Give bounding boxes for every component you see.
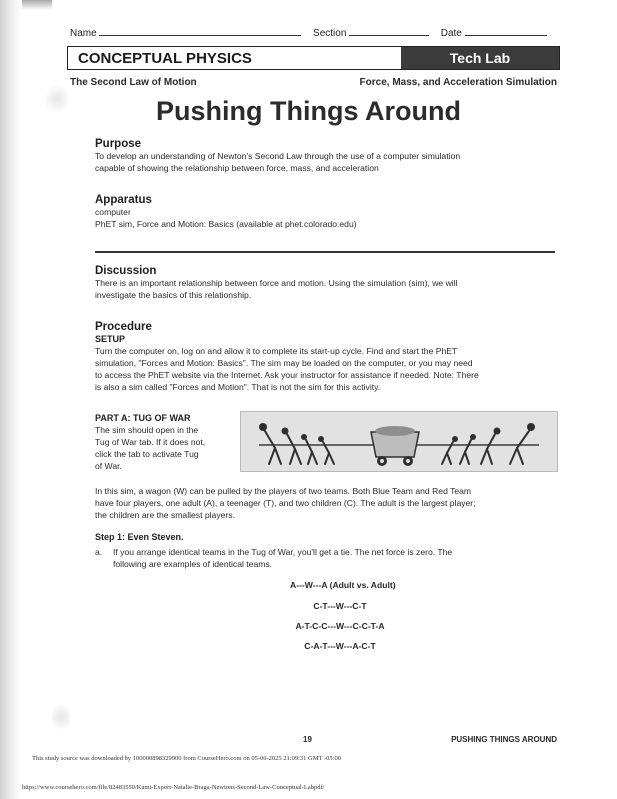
step-1 <box>95 531 555 543</box>
example-team: A---W---A (Adult vs. Adult) <box>290 580 396 590</box>
purpose-text-line: To develop an understanding of Newton's Second Law through the use of a computer simulation <box>95 151 461 161</box>
setup-text-line: to access the PhET website via the Internet. Ask your instructor for assistance if needed. Note: There <box>95 370 479 380</box>
source-notice: This study source was downloaded by 100000898329900 from CourseHero.com on 05-06-2025 21:09:31 GMT -05:00 <box>32 755 341 762</box>
sim-text-line: have four players, one adult (A), a teenager (T), and two children (C). The adult is the largest player; <box>95 498 476 508</box>
wagon <box>371 426 419 466</box>
left-team-players <box>259 423 334 464</box>
example-team: C-A-T---W---A-C-T <box>304 641 376 651</box>
discussion-text-line: There is an important relationship between force and motion. Using the simulation (sim), we will <box>95 278 458 288</box>
page-number: 19 <box>303 735 312 744</box>
apparatus-section <box>95 194 555 230</box>
tug-of-war-figure <box>241 412 557 471</box>
step-a-text-line: following are examples of identical teams. <box>113 559 273 569</box>
sim-text-line: the children are the smallest players. <box>95 510 235 520</box>
activity-title: Force, Mass, and Acceleration Simulation <box>359 77 557 88</box>
step-a-text <box>113 546 553 570</box>
student-info-fields <box>70 26 560 39</box>
setup-text-line: is also a sim called "Forces and Motion". That is not the sim for this activity. <box>95 382 381 392</box>
tug-of-war-illustration <box>240 411 558 472</box>
part-a-text-line: click the tab to activate Tug <box>95 449 199 459</box>
setup-text-line: simulation, "Forces and Motion: Basics". The sim may be loaded on the computer, or you may need <box>95 358 473 368</box>
header-bar <box>67 46 560 70</box>
setup-text-line: Turn the computer on, log on and allow it to complete its start-up cycle. Find and start the PhET <box>95 346 458 356</box>
scan-corner-shadow <box>22 0 52 10</box>
purpose-heading: Purpose <box>95 138 142 150</box>
part-a-text-line: Tug of War tab. If it does not, <box>95 437 206 447</box>
procedure-heading: Procedure <box>95 321 152 333</box>
section-label: Section <box>313 28 347 39</box>
page-title: Pushing Things Around <box>156 96 461 126</box>
procedure-section <box>95 321 555 393</box>
name-label: Name <box>70 28 97 39</box>
setup-heading: SETUP <box>95 334 126 344</box>
section-field[interactable] <box>349 26 429 36</box>
apparatus-item: computer <box>95 207 131 217</box>
purpose-section <box>95 138 555 174</box>
discussion-text-line: investigate the basics of this relationship. <box>95 290 252 300</box>
discussion-section <box>95 265 555 301</box>
sim-text-line: In this sim, a wagon (W) can be pulled by the players of two teams. Both Blue Team and Red Team <box>95 486 472 496</box>
discussion-heading: Discussion <box>95 265 157 277</box>
part-a-text-line: The sim should open in the <box>95 425 199 435</box>
part-a-heading: PART A: TUG OF WAR <box>95 413 191 423</box>
apparatus-heading: Apparatus <box>95 194 152 206</box>
example-team: A-T-C-C---W---C-C-T-A <box>295 621 385 631</box>
example-team: C-T---W---C-T <box>313 601 367 611</box>
step-1-heading: Step 1: Even Steven. <box>95 532 184 542</box>
date-field[interactable] <box>465 26 547 36</box>
source-url[interactable]: https://www.coursehero.com/file/82483550/Kami-Export-Natalie-Braga-Newtons-Second-Law-Conceptual-Labpdf/ <box>22 784 325 791</box>
tech-lab-badge: Tech Lab <box>401 47 559 69</box>
section-divider <box>95 251 555 253</box>
binder-hole-bottom <box>52 700 70 734</box>
name-field[interactable] <box>99 26 301 36</box>
part-a-text-line: of War. <box>95 461 122 471</box>
right-team-players <box>442 423 535 464</box>
apparatus-item: PhET sim, Force and Motion: Basics (available at phet.colorado.edu) <box>95 219 357 229</box>
sim-description <box>95 485 555 521</box>
course-title: CONCEPTUAL PHYSICS <box>78 50 252 67</box>
step-a-marker: a. <box>95 547 103 557</box>
chapter-title: The Second Law of Motion <box>70 77 197 88</box>
running-title: PUSHING THINGS AROUND <box>451 735 557 744</box>
purpose-text-line: capable of showing the relationship between force, mass, and acceleration <box>95 163 379 173</box>
part-a-section <box>95 412 235 472</box>
date-label: Date <box>440 28 462 39</box>
step-a-text-line: If you arrange identical teams in the Tug of War, you'll get a tie. The net force is zero. The <box>113 547 453 557</box>
